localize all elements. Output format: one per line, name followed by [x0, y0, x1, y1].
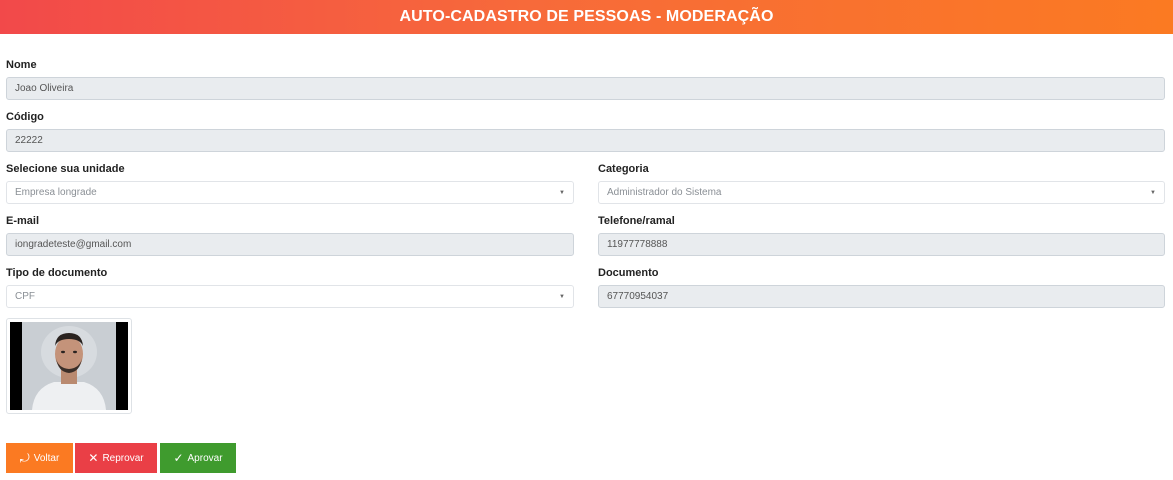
user-photo-frame	[6, 318, 132, 414]
nome-label: Nome	[6, 59, 37, 71]
categoria-select[interactable]	[598, 181, 1165, 204]
nome-field[interactable]	[6, 77, 1165, 100]
reprovar-label: Reprovar	[102, 452, 144, 464]
email-label: E-mail	[6, 215, 40, 227]
voltar-button[interactable]	[6, 443, 73, 473]
voltar-label: Voltar	[33, 452, 60, 464]
documento-label: Documento	[598, 267, 659, 279]
chevron-down-icon: ▼	[1150, 189, 1156, 196]
unidade-label: Selecione sua unidade	[6, 163, 125, 175]
aprovar-label: Aprovar	[187, 452, 223, 464]
nome-value: Joao Oliveira	[15, 83, 74, 94]
tipo-documento-value: CPF	[15, 291, 35, 302]
codigo-value: 22222	[15, 135, 43, 146]
tipo-documento-label: Tipo de documento	[6, 267, 108, 279]
reprovar-button[interactable]	[75, 443, 157, 473]
page-header	[0, 0, 1173, 34]
page-title: AUTO-CADASTRO DE PESSOAS - MODERAÇÃO	[399, 8, 774, 25]
codigo-label: Código	[6, 111, 44, 123]
tipo-documento-select[interactable]	[6, 285, 574, 308]
documento-value: 67770954037	[607, 291, 669, 302]
telefone-label: Telefone/ramal	[598, 215, 675, 227]
telefone-value: 11977778888	[607, 239, 668, 250]
back-arrow-icon: ⤾	[19, 450, 30, 465]
chevron-down-icon: ▼	[559, 293, 565, 300]
aprovar-button[interactable]	[160, 443, 236, 473]
user-photo	[10, 322, 128, 410]
categoria-label: Categoria	[598, 163, 649, 175]
codigo-field[interactable]	[6, 129, 1165, 152]
person-photo-image	[10, 322, 128, 410]
chevron-down-icon: ▼	[559, 189, 565, 196]
check-icon: ✓	[173, 451, 184, 465]
email-value: iongradeteste@gmail.com	[15, 239, 132, 250]
documento-field[interactable]	[598, 285, 1165, 308]
telefone-field[interactable]	[598, 233, 1165, 256]
unidade-select[interactable]	[6, 181, 574, 204]
close-icon: ✕	[88, 451, 99, 465]
categoria-value: Administrador do Sistema	[607, 187, 722, 198]
email-field[interactable]	[6, 233, 574, 256]
unidade-value: Empresa longrade	[15, 187, 97, 198]
